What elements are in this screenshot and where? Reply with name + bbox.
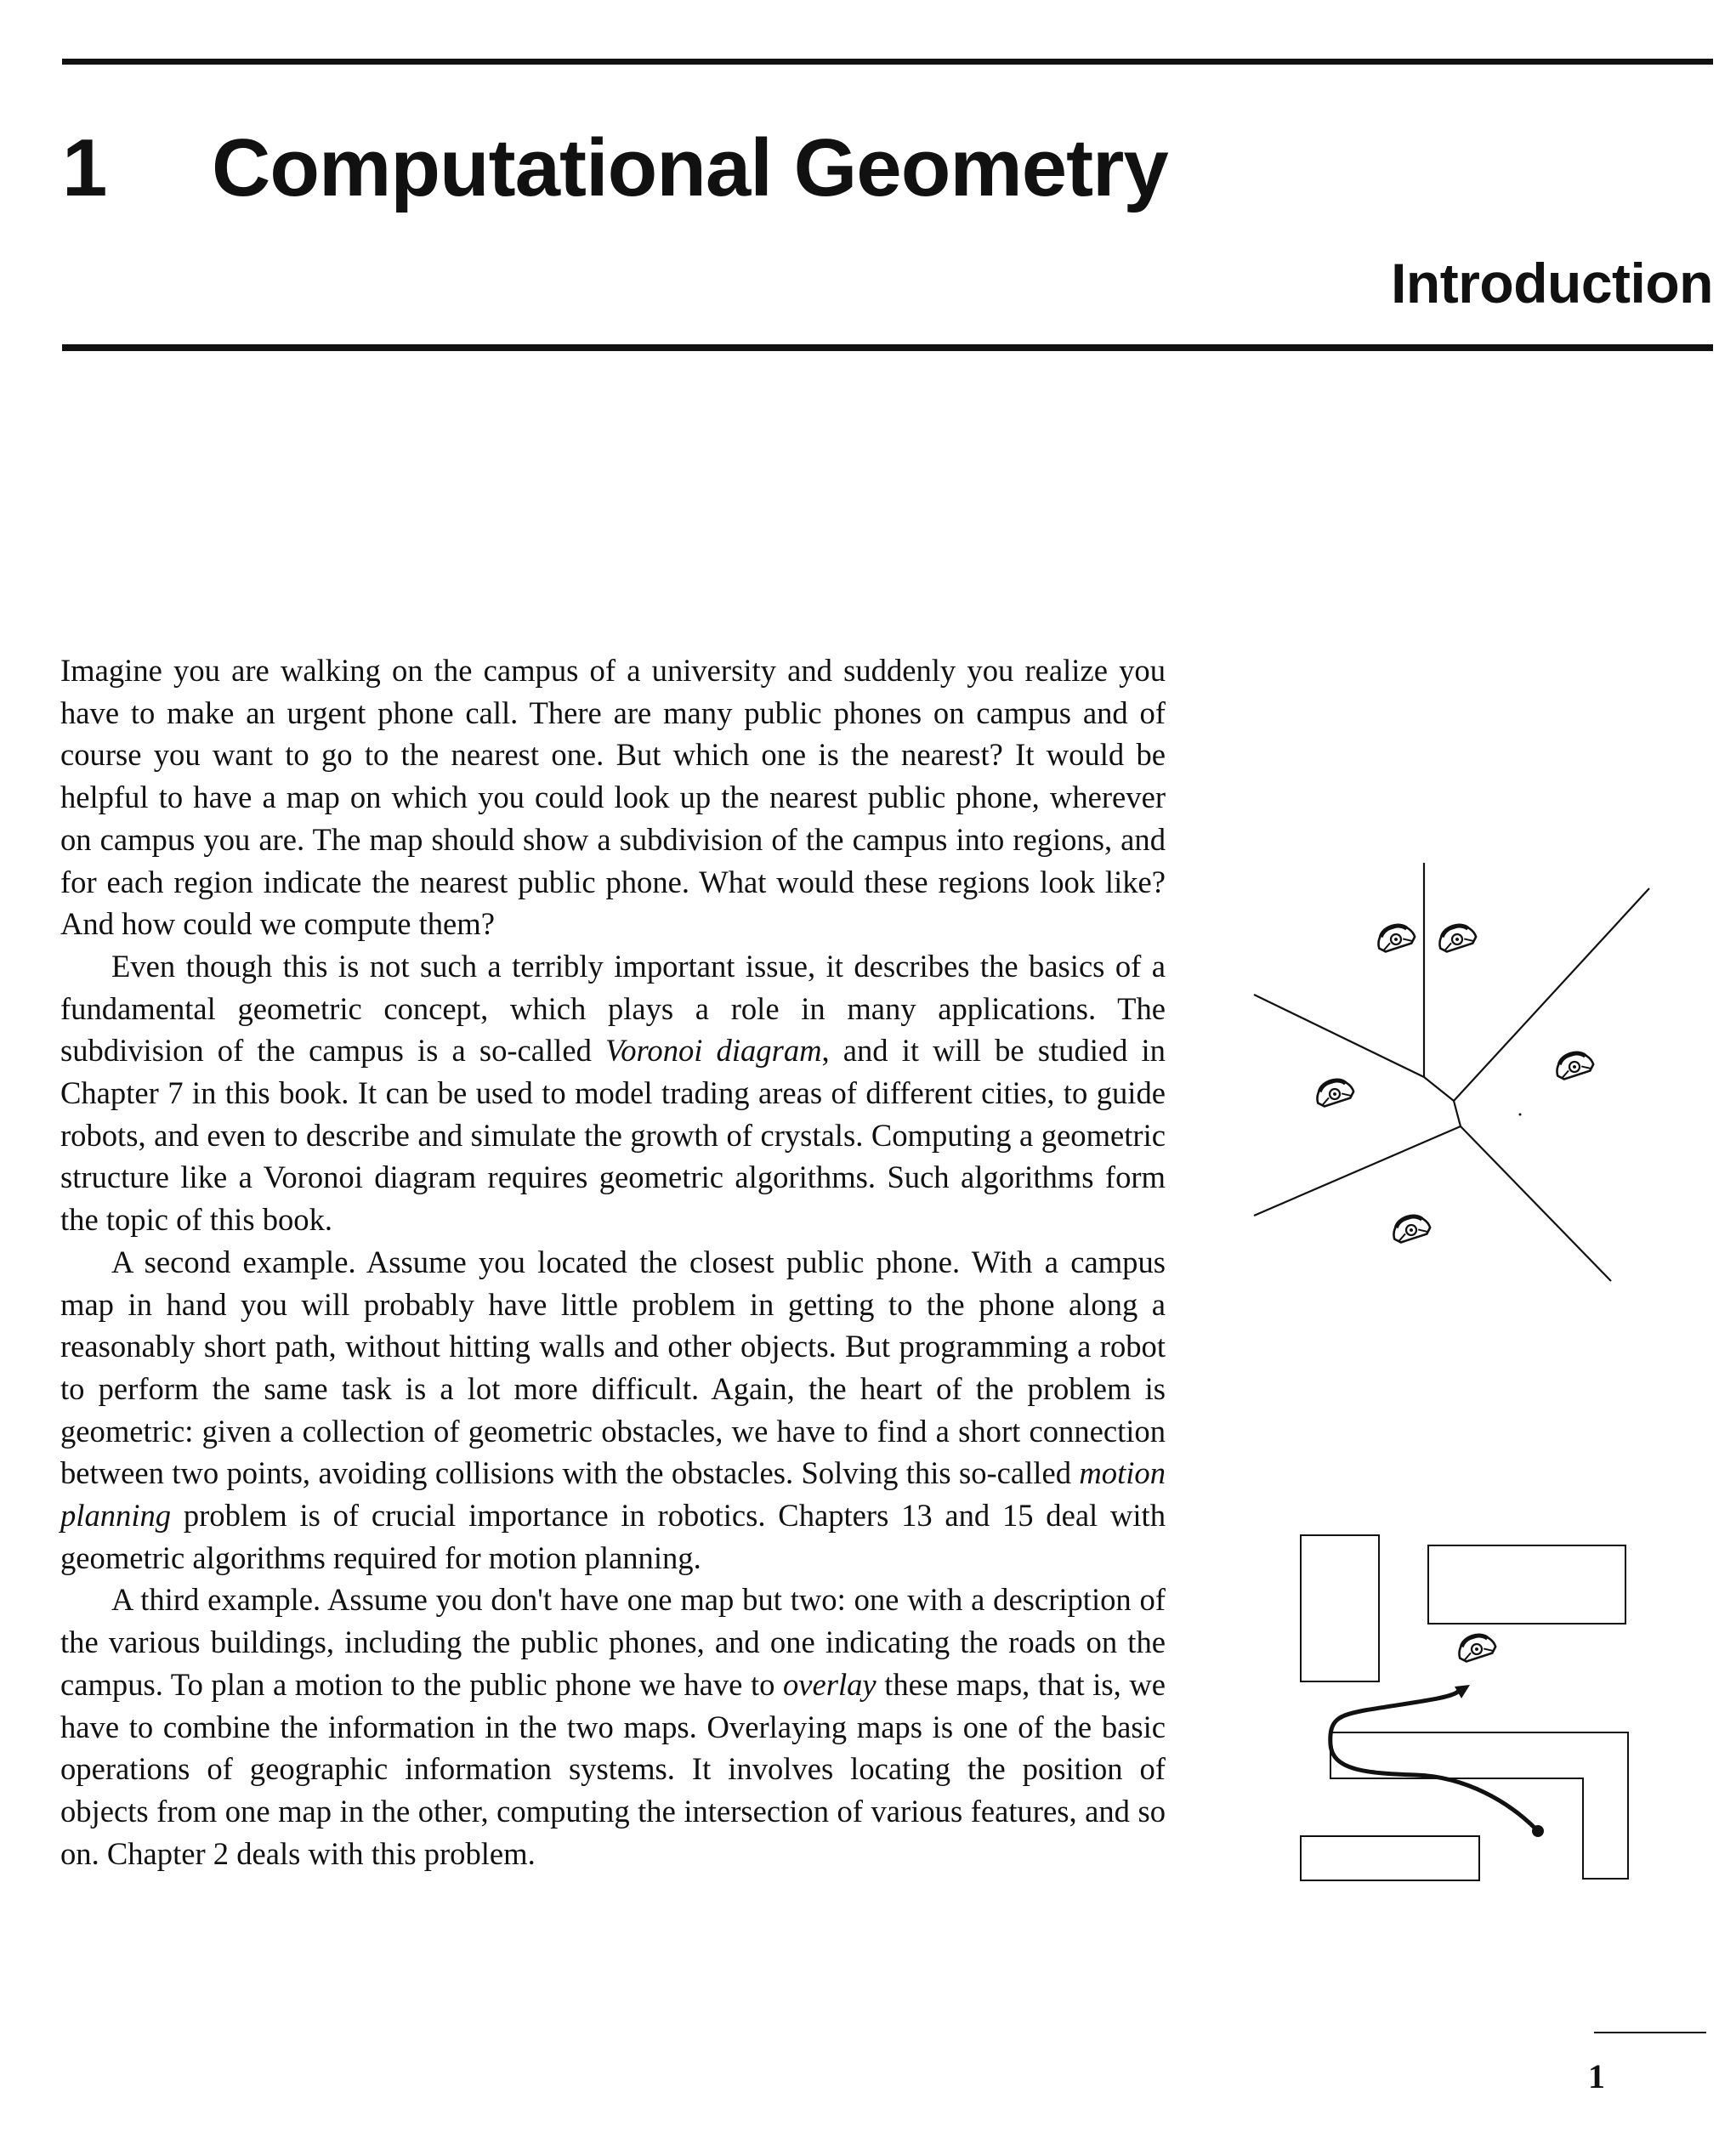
italic-term: Voronoi diagram (604, 1033, 822, 1069)
voronoi-edge (1424, 1077, 1454, 1101)
chapter-heading (62, 122, 1168, 213)
telephone-icon (1552, 1048, 1595, 1080)
voronoi-edge (1454, 888, 1649, 1101)
voronoi-edge (1254, 995, 1424, 1077)
telephone-icon (1455, 1630, 1497, 1663)
italic-term: overlay (782, 1666, 877, 1702)
obstacle-building (1301, 1535, 1379, 1681)
site-dot (1519, 1114, 1522, 1116)
paragraph (60, 1241, 1166, 1579)
chapter-number: 1 (62, 122, 107, 213)
text-run: problem is of crucial importance in robotics. Chapters 13 and 15 deal with geometric algorithms required for motion planning. (60, 1498, 1166, 1575)
section-title: Introduction (1391, 252, 1713, 315)
paragraph (60, 1579, 1166, 1874)
italic-term: motion planning (60, 1455, 1166, 1534)
body-text (60, 649, 1166, 1874)
motion-path (1330, 1692, 1536, 1829)
text-run: Imagine you are walking on the campus of a university and suddenly you realize you have to make an urgent phone call. There are many public phones on campus and of course you want to go to the nearest one. But which one is the nearest? It would be helpful to have a map on which you could look up the nearest public phone, wherever on campus you are. The map should show a subdivision of the campus into regions, and for each region indicate the nearest public phone. What would these regions look like? And how could we compute them? (60, 653, 1166, 942)
page-number: 1 (1588, 2057, 1605, 2095)
telephone-icon (1374, 921, 1416, 953)
obstacle-building (1428, 1545, 1625, 1624)
telephone-icon (1389, 1211, 1432, 1244)
voronoi-edge (1461, 1126, 1611, 1281)
paragraph (60, 649, 1166, 945)
start-point (1532, 1825, 1544, 1837)
voronoi-edge (1454, 1101, 1461, 1126)
voronoi-edge (1254, 1126, 1461, 1216)
text-run: A third example. Assume you don't have one map but two: one with a description of the various buildings, including the public phones, and one indicating the roads on the campus. To plan a motion to the public phone we have to (60, 1582, 1166, 1702)
obstacle-building (1301, 1836, 1479, 1880)
telephone-icon (1313, 1075, 1355, 1108)
telephone-icon (1435, 921, 1478, 953)
header-rule-top (62, 59, 1713, 65)
text-run: Even though this is not such a terribly important issue, it describes the basics of a fundamental geometric concept, which plays a role in many applications. The subdivision of the campus is a so-called (60, 948, 1166, 1069)
header-rule-bottom (62, 344, 1713, 351)
chapter-title: Computational Geometry (212, 122, 1168, 213)
paragraph (60, 945, 1166, 1241)
obstacles (1301, 1535, 1628, 1880)
voronoi-figure (1250, 854, 1658, 1296)
text-run: A second example. Assume you located the closest public phone. With a campus map in hand you will probably have little problem in getting to the phone along a reasonably short path, without hitting walls and other objects. But programming a robot to perform the same task is a lot more difficult. Again, the heart of the problem is geometric: given a collection of geometric obstacles, we have to find a short connection between two points, avoiding collisions with the obstacles. Solving this so-called (60, 1244, 1166, 1491)
motion-planning-figure (1279, 1522, 1654, 1896)
text-run: , and it will be studied in Chapter 7 in this book. It can be used to model trading areas of different cities, to guide robots, and even to describe and simulate the growth of crystals. Computing a geometric structure like a Voronoi diagram requires geometric algorithms. Such algorithms form the topic of this book. (60, 1033, 1166, 1238)
text-run: these maps, that is, we have to combine the information in the two maps. Overlaying maps is one of the basic operations of geographic information systems. It involves locating the position of objects from one map in the other, computing the intersection of various features, and so on. Chapter 2 deals with this problem. (60, 1666, 1166, 1871)
folio-rule (1594, 2032, 1706, 2033)
